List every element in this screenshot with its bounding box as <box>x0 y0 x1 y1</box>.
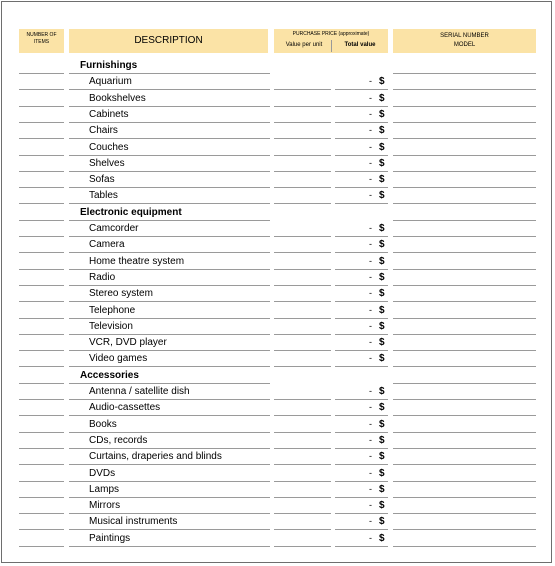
total-placeholder: - <box>369 108 372 119</box>
total-placeholder: - <box>369 157 372 168</box>
number-cell[interactable] <box>19 140 64 156</box>
value-cell[interactable] <box>274 270 331 286</box>
serial-cell[interactable] <box>393 319 536 335</box>
total-placeholder: - <box>369 223 372 233</box>
table-row <box>2 188 552 204</box>
category-row <box>2 58 552 74</box>
category-label: Electronic equipment <box>80 206 182 218</box>
table-row <box>2 433 552 449</box>
number-cell[interactable] <box>19 433 64 449</box>
serial-cell[interactable] <box>393 254 536 270</box>
number-cell[interactable] <box>19 188 64 204</box>
category-row <box>2 368 552 384</box>
category-label: Furnishings <box>80 60 138 71</box>
table-row <box>2 514 552 530</box>
value-cell[interactable] <box>274 91 331 107</box>
serial-cell[interactable] <box>393 303 536 319</box>
value-cell[interactable] <box>274 237 331 253</box>
serial-cell[interactable] <box>393 237 536 253</box>
total-placeholder: - <box>369 190 372 201</box>
total-placeholder: - <box>369 92 372 103</box>
currency-symbol: $ <box>379 467 385 479</box>
number-cell[interactable] <box>19 498 64 514</box>
number-cell[interactable] <box>19 303 64 319</box>
serial-cell[interactable] <box>393 335 536 351</box>
table-row <box>2 449 552 465</box>
value-cell[interactable] <box>274 531 331 547</box>
currency-symbol: $ <box>379 451 385 463</box>
value-cell[interactable] <box>274 319 331 335</box>
number-cell[interactable] <box>19 91 64 107</box>
total-placeholder: - <box>369 483 372 494</box>
number-cell[interactable] <box>19 514 64 530</box>
currency-symbol: $ <box>379 174 385 186</box>
item-label: Audio-cassettes <box>89 402 161 414</box>
table-row <box>2 221 552 237</box>
value-cell[interactable] <box>274 466 331 482</box>
item-label: Couches <box>89 141 129 153</box>
currency-symbol: $ <box>379 500 385 512</box>
table-row <box>2 498 552 514</box>
total-placeholder: - <box>369 386 372 396</box>
serial-cell[interactable] <box>393 107 536 123</box>
serial-cell[interactable] <box>393 123 536 139</box>
serial-cell[interactable] <box>393 514 536 530</box>
table-row <box>2 482 552 498</box>
value-cell[interactable] <box>274 172 331 188</box>
number-cell[interactable] <box>19 368 64 384</box>
table-row <box>2 237 552 253</box>
value-cell[interactable] <box>274 123 331 139</box>
table-row <box>2 156 552 172</box>
serial-cell[interactable] <box>393 466 536 482</box>
currency-symbol: $ <box>379 288 385 300</box>
number-cell[interactable] <box>19 123 64 139</box>
item-label: Camcorder <box>89 223 139 234</box>
currency-symbol: $ <box>379 141 385 153</box>
table-row <box>2 270 552 286</box>
header-total-value: Total value <box>344 42 376 48</box>
value-cell[interactable] <box>274 254 331 270</box>
number-cell[interactable] <box>19 466 64 482</box>
total-placeholder: - <box>369 418 372 429</box>
serial-cell[interactable] <box>393 384 536 400</box>
table-row <box>2 384 552 400</box>
item-label: Mirrors <box>89 500 121 512</box>
header-purchase-price-label: PURCHASE PRICE (approximate) <box>292 31 370 37</box>
table-row <box>2 286 552 302</box>
serial-cell[interactable] <box>393 368 536 384</box>
currency-symbol: $ <box>379 304 385 316</box>
item-label: Sofas <box>89 174 115 186</box>
item-label: Cabinets <box>89 108 129 120</box>
item-label: Bookshelves <box>89 92 146 104</box>
serial-cell[interactable] <box>393 270 536 286</box>
item-label: Telephone <box>89 304 136 316</box>
serial-cell[interactable] <box>393 156 536 172</box>
item-label: Chairs <box>89 125 118 137</box>
total-placeholder: - <box>369 353 372 364</box>
currency-symbol: $ <box>379 255 385 267</box>
value-cell[interactable] <box>274 140 331 156</box>
table-row <box>2 107 552 123</box>
item-label: CDs, records <box>89 434 148 446</box>
number-cell[interactable] <box>19 319 64 335</box>
currency-symbol: $ <box>379 271 385 283</box>
currency-symbol: $ <box>379 402 385 414</box>
currency-symbol: $ <box>379 190 385 202</box>
category-row <box>2 205 552 221</box>
number-cell[interactable] <box>19 107 64 123</box>
number-cell[interactable] <box>19 449 64 465</box>
header-serial-model <box>393 29 536 53</box>
item-label: DVDs <box>89 467 116 479</box>
value-cell[interactable] <box>274 286 331 302</box>
number-cell[interactable] <box>19 205 64 221</box>
serial-cell[interactable] <box>393 433 536 449</box>
number-cell[interactable] <box>19 417 64 433</box>
table-row <box>2 140 552 156</box>
serial-cell[interactable] <box>393 140 536 156</box>
table-row <box>2 351 552 367</box>
currency-symbol: $ <box>379 483 385 495</box>
table-row <box>2 303 552 319</box>
serial-cell[interactable] <box>393 351 536 367</box>
table-row <box>2 319 552 335</box>
currency-symbol: $ <box>379 434 385 446</box>
number-cell[interactable] <box>19 156 64 172</box>
serial-cell[interactable] <box>393 531 536 547</box>
value-cell[interactable] <box>274 221 331 237</box>
serial-cell[interactable] <box>393 205 536 221</box>
value-cell[interactable] <box>274 74 331 90</box>
table-row <box>2 466 552 482</box>
item-label: Radio <box>89 271 116 283</box>
currency-symbol: $ <box>379 223 385 234</box>
header-description: DESCRIPTION <box>69 29 268 53</box>
number-cell[interactable] <box>19 400 64 416</box>
item-label: Tables <box>89 190 118 202</box>
serial-cell[interactable] <box>393 188 536 204</box>
table-row <box>2 74 552 90</box>
value-cell[interactable] <box>274 417 331 433</box>
item-label: Curtains, draperies and blinds <box>89 451 222 463</box>
serial-cell[interactable] <box>393 482 536 498</box>
item-label: Video games <box>89 353 148 365</box>
item-label: Home theatre system <box>89 255 185 267</box>
inventory-sheet <box>1 1 552 563</box>
total-placeholder: - <box>369 141 372 152</box>
table-row <box>2 172 552 188</box>
currency-symbol: $ <box>379 532 385 544</box>
total-placeholder: - <box>369 500 372 511</box>
table-row <box>2 123 552 139</box>
number-cell[interactable] <box>19 254 64 270</box>
number-cell[interactable] <box>19 221 64 237</box>
value-cell[interactable] <box>274 498 331 514</box>
total-placeholder: - <box>369 304 372 315</box>
number-cell[interactable] <box>19 531 64 547</box>
table-row <box>2 254 552 270</box>
number-cell[interactable] <box>19 237 64 253</box>
serial-cell[interactable] <box>393 91 536 107</box>
serial-cell[interactable] <box>393 449 536 465</box>
currency-symbol: $ <box>379 418 385 430</box>
total-placeholder: - <box>369 516 372 527</box>
item-label: VCR, DVD player <box>89 337 167 349</box>
currency-symbol: $ <box>379 516 385 528</box>
total-placeholder: - <box>369 239 372 250</box>
total-placeholder: - <box>369 402 372 413</box>
value-cell[interactable] <box>274 107 331 123</box>
value-cell[interactable] <box>274 482 331 498</box>
item-label: Aquarium <box>89 76 132 88</box>
total-placeholder: - <box>369 337 372 348</box>
value-cell[interactable] <box>274 514 331 530</box>
serial-cell[interactable] <box>393 172 536 188</box>
total-placeholder: - <box>369 255 372 266</box>
number-cell[interactable] <box>19 58 64 74</box>
total-placeholder: - <box>369 451 372 462</box>
value-cell[interactable] <box>274 188 331 204</box>
header-purchase-price <box>274 29 388 53</box>
currency-symbol: $ <box>379 353 385 365</box>
total-placeholder: - <box>369 467 372 478</box>
currency-symbol: $ <box>379 239 385 251</box>
header-number-of-items: NUMBER OF ITEMS <box>19 29 64 53</box>
value-cell[interactable] <box>274 303 331 319</box>
number-cell[interactable] <box>19 270 64 286</box>
serial-cell[interactable] <box>393 400 536 416</box>
value-cell[interactable] <box>274 156 331 172</box>
value-cell[interactable] <box>274 384 331 400</box>
serial-cell[interactable] <box>393 58 536 74</box>
table-row <box>2 91 552 107</box>
serial-cell[interactable] <box>393 221 536 237</box>
serial-cell[interactable] <box>393 74 536 90</box>
value-cell[interactable] <box>274 335 331 351</box>
number-cell[interactable] <box>19 172 64 188</box>
currency-symbol: $ <box>379 108 385 120</box>
value-cell[interactable] <box>274 400 331 416</box>
currency-symbol: $ <box>379 92 385 104</box>
currency-symbol: $ <box>379 337 385 349</box>
currency-symbol: $ <box>379 157 385 169</box>
value-cell[interactable] <box>274 433 331 449</box>
table-row <box>2 417 552 433</box>
header-value-per-unit: Value per unit <box>285 42 323 48</box>
total-placeholder: - <box>369 125 372 136</box>
currency-symbol: $ <box>379 386 385 397</box>
serial-cell[interactable] <box>393 498 536 514</box>
number-cell[interactable] <box>19 286 64 302</box>
number-cell[interactable] <box>19 335 64 351</box>
currency-symbol: $ <box>379 125 385 137</box>
table-row <box>2 531 552 547</box>
item-label: Paintings <box>89 532 131 544</box>
number-cell[interactable] <box>19 482 64 498</box>
total-placeholder: - <box>369 532 372 543</box>
item-label: Books <box>89 418 117 430</box>
item-label: Television <box>89 320 133 332</box>
table-row <box>2 400 552 416</box>
number-cell[interactable] <box>19 74 64 90</box>
item-label: Antenna / satellite dish <box>89 386 190 397</box>
header-model: MODEL <box>453 42 476 48</box>
table-row <box>2 335 552 351</box>
currency-symbol: $ <box>379 76 385 88</box>
total-placeholder: - <box>369 76 372 87</box>
item-label: Lamps <box>89 483 120 495</box>
header-serial-number: SERIAL NUMBER <box>440 33 489 39</box>
serial-cell[interactable] <box>393 286 536 302</box>
total-placeholder: - <box>369 288 372 299</box>
total-placeholder: - <box>369 434 372 445</box>
category-label: Accessories <box>80 369 139 381</box>
total-placeholder: - <box>369 271 372 282</box>
total-placeholder: - <box>369 174 372 185</box>
serial-cell[interactable] <box>393 417 536 433</box>
value-cell[interactable] <box>274 449 331 465</box>
number-cell[interactable] <box>19 351 64 367</box>
item-label: Shelves <box>89 157 125 169</box>
currency-symbol: $ <box>379 320 385 332</box>
total-placeholder: - <box>369 320 372 331</box>
value-cell[interactable] <box>274 351 331 367</box>
item-label: Musical instruments <box>89 516 178 528</box>
item-label: Stereo system <box>89 288 153 300</box>
number-cell[interactable] <box>19 384 64 400</box>
item-label: Camera <box>89 239 125 251</box>
